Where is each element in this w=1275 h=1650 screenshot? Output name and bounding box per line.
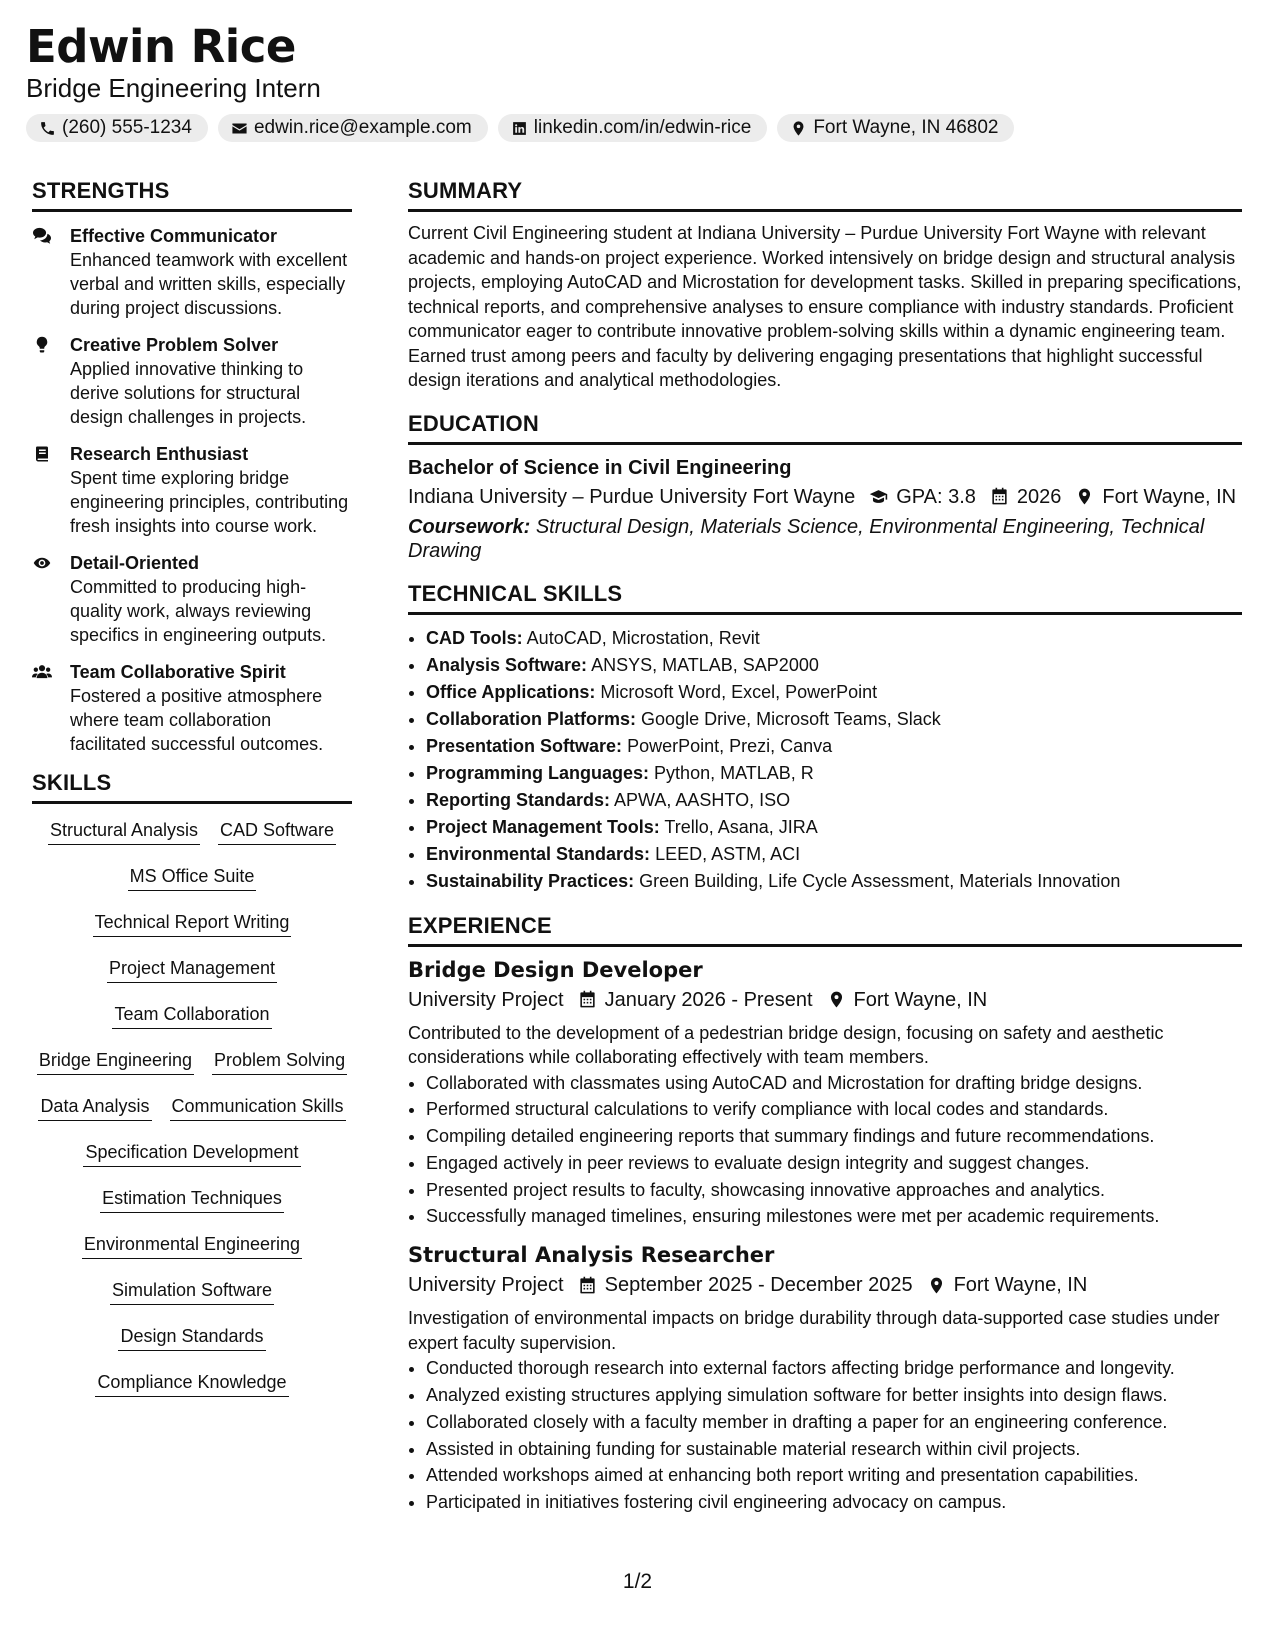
contact-linkedin-text: linkedin.com/in/edwin-rice <box>533 117 752 138</box>
strength-item <box>32 224 352 320</box>
skill-tag: Problem Solving <box>212 1050 347 1075</box>
technical-skills-heading: TECHNICAL SKILLS <box>408 581 1242 615</box>
technical-skill-item <box>426 868 1242 895</box>
technical-skill-value: ANSYS, MATLAB, SAP2000 <box>591 654 819 675</box>
technical-skill-item <box>426 706 1242 733</box>
technical-skill-item <box>426 679 1242 706</box>
summary-heading: SUMMARY <box>408 178 1242 212</box>
skill-tag: CAD Software <box>218 820 336 845</box>
gpa: GPA: 3.8 <box>896 485 976 508</box>
skill-tag: Bridge Engineering <box>37 1050 194 1075</box>
strengths-section <box>32 178 352 756</box>
technical-skill-value: Trello, Asana, JIRA <box>664 816 818 837</box>
skill-tag: Data Analysis <box>38 1096 151 1121</box>
eye-icon <box>32 554 52 572</box>
skill-tag: Communication Skills <box>170 1096 346 1121</box>
technical-skill-item <box>426 814 1242 841</box>
education-meta <box>408 482 1242 512</box>
strength-title: Research Enthusiast <box>70 444 249 464</box>
map-marker-icon <box>827 990 846 1009</box>
technical-skill-value: Green Building, Life Cycle Assessment, Materials Innovation <box>639 870 1121 891</box>
experience-entry <box>408 1240 1242 1516</box>
right-column <box>408 178 1242 1516</box>
envelope-icon <box>231 120 248 137</box>
job-dates: September 2025 - December 2025 <box>604 1274 913 1297</box>
job-bullets <box>408 1355 1242 1516</box>
contact-bar <box>26 114 1014 142</box>
skill-tag: Project Management <box>107 958 277 983</box>
job-description: Contributed to the development of a pedestrian bridge design, focusing on safety and aesthetic considerations while collaborating effectively with team members. <box>408 1022 1164 1067</box>
technical-skill-value: APWA, AASHTO, ISO <box>614 789 791 810</box>
summary-section <box>408 178 1242 393</box>
coursework <box>408 515 1242 563</box>
strength-description: Enhanced teamwork with excellent verbal and written skills, especially during project discussions. <box>70 250 348 318</box>
job-bullet: • Participated in initiatives fostering civil engineering advocacy on campus. <box>426 1489 1242 1516</box>
strengths-list <box>32 224 352 756</box>
linkedin-icon <box>511 120 528 137</box>
calendar-icon <box>578 1276 597 1295</box>
job-bullet: • Performed structural calculations to verify compliance with local codes and standards. <box>426 1096 1242 1123</box>
job-bullet: • Conducted thorough research into external factors affecting bridge performance and longevity. <box>426 1355 1242 1382</box>
technical-skill-value: Python, MATLAB, R <box>654 762 814 783</box>
job-meta <box>408 1270 1242 1300</box>
contact-phone-text: (260) 555-1234 <box>62 117 192 138</box>
coursework-list: Structural Design, Materials Science, Environmental Engineering, Technical Drawing <box>408 515 1205 562</box>
summary-text: Current Civil Engineering student at Indiana University – Purdue University Fort Wayne with relevant academic and hands-on project experience. Worked intensively on bridge design and structural analysis projects, employing AutoCAD and Microstation for development tasks. Skilled in preparing specifications, technical reports, and comprehensive analyses to ensure compliance with industry standards. Proficient communicator eager to contribute innovative problem-solving skills within a dynamic engineering team. Earned trust among peers and faculty by delivering engaging presentations that highlight successful design iterations and analytical methodologies. <box>408 223 1242 390</box>
graduation-cap-icon <box>869 487 888 506</box>
left-column <box>32 178 352 1397</box>
contact-phone[interactable] <box>26 114 208 142</box>
strengths-heading: STRENGTHS <box>32 178 352 212</box>
skill-tag: Structural Analysis <box>48 820 200 845</box>
graduation-year: 2026 <box>1016 485 1062 508</box>
technical-skills-list <box>408 625 1242 895</box>
skill-tag: Technical Report Writing <box>93 912 292 937</box>
technical-skill-item <box>426 841 1242 868</box>
strength-description: Applied innovative thinking to derive solutions for structural design challenges in projects. <box>70 359 307 427</box>
page-number: 1/2 <box>622 1570 653 1593</box>
technical-skill-label: Programming Languages: <box>426 762 650 783</box>
contact-email[interactable] <box>218 114 488 142</box>
skills-heading: SKILLS <box>32 770 352 804</box>
technical-skill-item <box>426 733 1242 760</box>
technical-skill-label: Reporting Standards: <box>426 789 611 810</box>
calendar-icon <box>990 487 1009 506</box>
coursework-label: Coursework: <box>408 515 531 538</box>
users-icon <box>32 663 52 681</box>
school-name: Indiana University – Purdue University Fort Wayne <box>408 485 856 508</box>
job-bullet: • Collaborated with classmates using AutoCAD and Microstation for drafting bridge designs. <box>426 1070 1242 1097</box>
strength-title: Effective Communicator <box>70 226 278 246</box>
experience-heading: EXPERIENCE <box>408 913 1242 947</box>
strength-title: Detail-Oriented <box>70 553 200 573</box>
job-bullet: • Engaged actively in peer reviews to evaluate design integrity and suggest changes. <box>426 1150 1242 1177</box>
technical-skill-label: Collaboration Platforms: <box>426 708 637 729</box>
technical-skill-value: Google Drive, Microsoft Teams, Slack <box>641 708 941 729</box>
job-organization: University Project <box>408 988 564 1011</box>
contact-location-text: Fort Wayne, IN 46802 <box>813 117 999 138</box>
comments-icon <box>32 227 52 245</box>
job-location: Fort Wayne, IN <box>853 988 988 1011</box>
degree-title: Bachelor of Science in Civil Engineering <box>408 456 792 479</box>
job-bullet: • Assisted in obtaining funding for sustainable material research within civil projects. <box>426 1436 1242 1463</box>
contact-linkedin[interactable] <box>498 114 768 142</box>
technical-skill-item <box>426 652 1242 679</box>
skills-section <box>32 770 352 1397</box>
experience-section <box>408 913 1242 1517</box>
job-meta <box>408 985 1242 1015</box>
strength-title: Creative Problem Solver <box>70 335 279 355</box>
skills-tag-list <box>32 804 352 1397</box>
technical-skill-item <box>426 760 1242 787</box>
lightbulb-icon <box>32 336 52 354</box>
job-bullet: • Successfully managed timelines, ensuring milestones were met per academic requirements. <box>426 1203 1242 1230</box>
candidate-title: Bridge Engineering Intern <box>26 73 321 103</box>
contact-location <box>777 114 1014 142</box>
book-icon <box>32 445 52 463</box>
strength-item <box>32 551 352 647</box>
education-section <box>408 411 1242 563</box>
map-marker-icon <box>927 1276 946 1295</box>
technical-skill-label: Environmental Standards: <box>426 843 651 864</box>
skill-tag: MS Office Suite <box>128 866 257 891</box>
technical-skill-label: Presentation Software: <box>426 735 623 756</box>
job-bullet: • Compiling detailed engineering reports that summary findings and future recommendations. <box>426 1123 1242 1150</box>
experience-entry <box>408 955 1242 1231</box>
job-bullet: • Analyzed existing structures applying simulation software for better insights into design flaws. <box>426 1382 1242 1409</box>
candidate-name: Edwin Rice <box>26 20 296 73</box>
job-dates: January 2026 - Present <box>604 988 813 1011</box>
strength-title: Team Collaborative Spirit <box>70 662 286 682</box>
education-location: Fort Wayne, IN <box>1102 485 1237 508</box>
calendar-icon <box>578 990 597 1009</box>
skill-tag: Compliance Knowledge <box>95 1372 288 1397</box>
technical-skill-value: PowerPoint, Prezi, Canva <box>627 735 833 756</box>
technical-skill-label: Sustainability Practices: <box>426 870 635 891</box>
strength-description: Spent time exploring bridge engineering principles, contributing fresh insights into course work. <box>70 468 349 536</box>
skill-tag: Simulation Software <box>110 1280 274 1305</box>
technical-skill-label: Office Applications: <box>426 681 596 702</box>
strength-description: Committed to producing high-quality work, always reviewing specifics in engineering outputs. <box>70 577 327 645</box>
job-bullet: • Attended workshops aimed at enhancing both report writing and presentation capabilities. <box>426 1462 1242 1489</box>
technical-skill-value: Microsoft Word, Excel, PowerPoint <box>600 681 878 702</box>
job-organization: University Project <box>408 1274 564 1297</box>
job-description: Investigation of environmental impacts on bridge durability through data-supported case studies under expert faculty supervision. <box>408 1308 1220 1353</box>
map-marker-icon <box>790 120 807 137</box>
skill-tag: Design Standards <box>118 1326 265 1351</box>
technical-skill-value: AutoCAD, Microstation, Revit <box>526 627 760 648</box>
education-heading: EDUCATION <box>408 411 1242 445</box>
job-title: Structural Analysis Researcher <box>408 1243 775 1268</box>
skill-tag: Estimation Techniques <box>100 1188 284 1213</box>
skill-tag: Specification Development <box>83 1142 300 1167</box>
strength-item <box>32 442 352 538</box>
technical-skill-label: Analysis Software: <box>426 654 588 675</box>
job-bullet: • Presented project results to faculty, showcasing innovative approaches and analytics. <box>426 1177 1242 1204</box>
contact-email-text: edwin.rice@example.com <box>253 117 472 138</box>
job-bullets <box>408 1070 1242 1231</box>
job-location: Fort Wayne, IN <box>953 1274 1088 1297</box>
technical-skills-section <box>408 581 1242 895</box>
job-bullet: • Collaborated closely with a faculty member in drafting a paper for an engineering conference. <box>426 1409 1242 1436</box>
technical-skill-label: CAD Tools: <box>426 627 523 648</box>
strength-item <box>32 660 352 756</box>
technical-skill-label: Project Management Tools: <box>426 816 660 837</box>
technical-skill-item <box>426 787 1242 814</box>
phone-icon <box>39 120 56 137</box>
skill-tag: Team Collaboration <box>112 1004 271 1029</box>
map-marker-icon <box>1075 487 1094 506</box>
skill-tag: Environmental Engineering <box>82 1234 302 1259</box>
strength-item <box>32 333 352 429</box>
technical-skill-item <box>426 625 1242 652</box>
job-title: Bridge Design Developer <box>408 957 703 982</box>
technical-skill-value: LEED, ASTM, ACI <box>655 843 801 864</box>
strength-description: Fostered a positive atmosphere where team collaboration facilitated successful outcomes. <box>70 686 324 754</box>
